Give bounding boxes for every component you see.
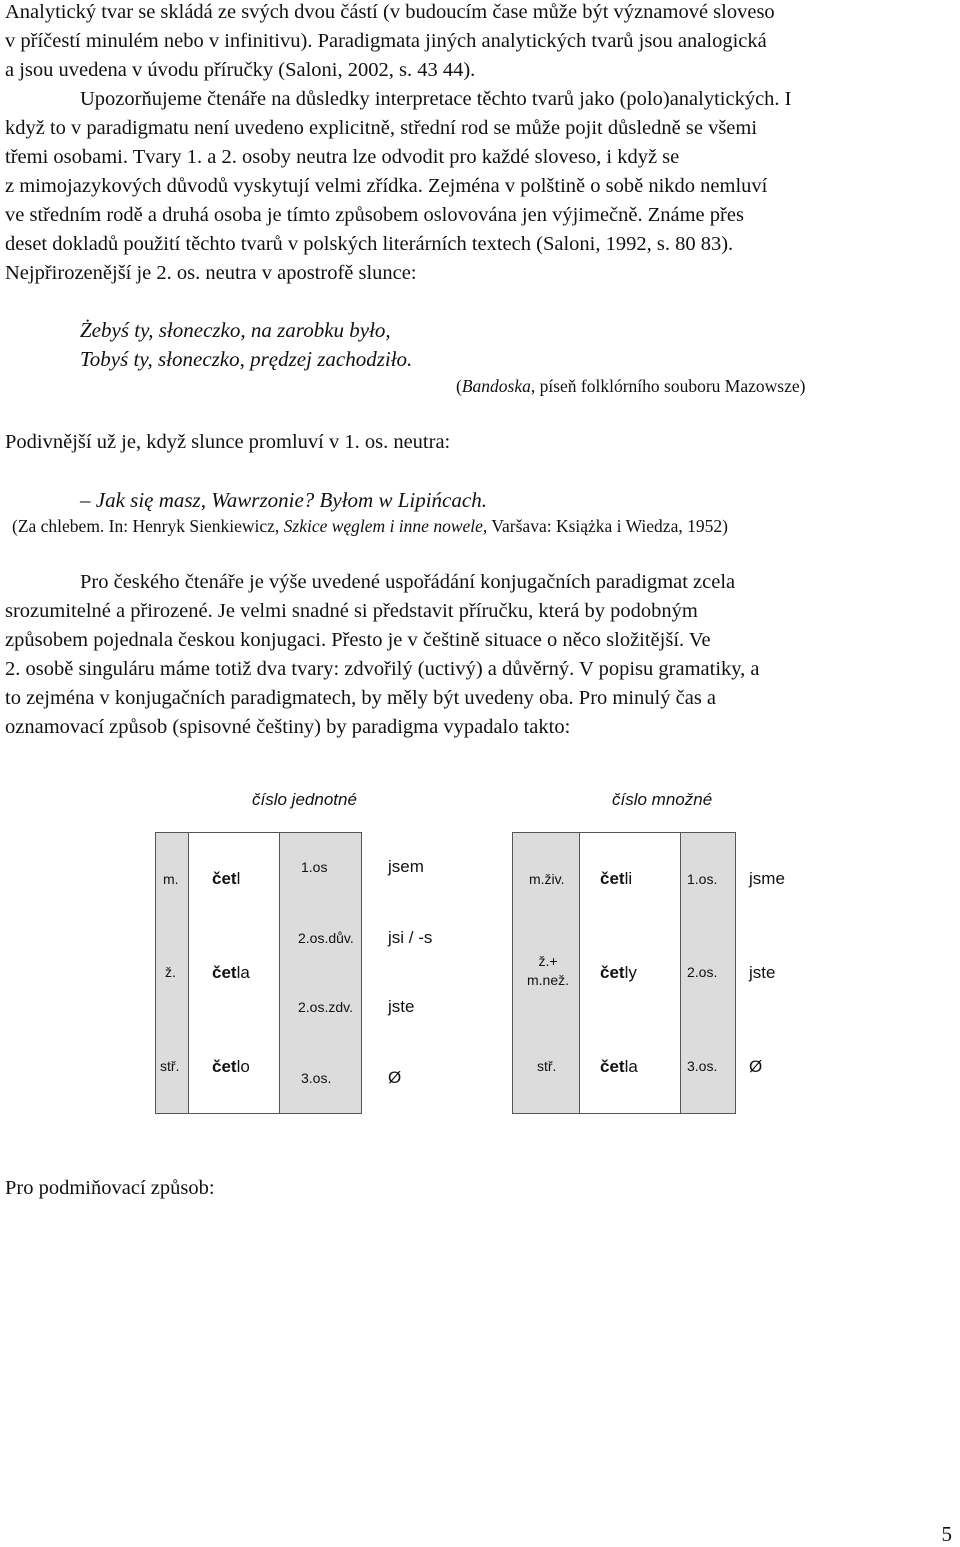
text-line: to zejména v konjugačních paradigmatech, by měly být uvedeny oba. Pro minulý čas a (5, 687, 717, 709)
verb-form-feminine: četly (600, 963, 637, 982)
verb-form-neuter: četlo (212, 1057, 250, 1076)
gender-s: stř. (537, 1058, 557, 1074)
czech-paragraph (5, 568, 955, 742)
text-line: Upozorňujeme čtenáře na důsledky interpretace těchto tvarů jako (polo)analytických. I (80, 88, 792, 110)
intro-paragraph (5, 0, 955, 288)
poem-source: (Bandoska, píseň folklórního souboru Mazowsze) (456, 376, 806, 396)
text-line: deset dokladů použití těchto tvarů v polských literárních textech (Saloni, 1992, s. 80 83). (5, 233, 734, 255)
text-line: Nejpřirozenější je 2. os. neutra v apostrofě slunce: (5, 262, 417, 284)
gender-f-m-inanimate: ž.+ m.než. (526, 953, 569, 988)
stranger-source: (Za chlebem. In: Henryk Sienkiewicz, Szkice węglem i inne nowele, Varšava: Książka i Wiedza, 1952) (12, 516, 728, 536)
person-2-familiar: 2.os.dův. (298, 930, 354, 946)
poem-quote (80, 316, 412, 374)
person-2: 2.os. (687, 964, 718, 980)
aux-1: jsme (749, 869, 785, 888)
verb-form-masculine: četl (212, 869, 241, 888)
person-3: 3.os. (687, 1058, 718, 1074)
text-line: když to v paradigmatu není uvedeno explicitně, střední rod se může pojit důsledně se všemi (5, 117, 758, 139)
text-line: srozumitelné a přirozené. Je velmi snadné si představit příručku, která by podobným (5, 600, 698, 622)
text-line: z mimojazykových důvodů vyskytují velmi zřídka. Zejména v polštině o sobě nikdo nemluví (5, 175, 768, 197)
person-1: 1.os. (687, 871, 718, 887)
text-line: třemi osobami. Tvary 1. a 2. osoby neutra lze odvodit pro každé sloveso, i když se (5, 146, 680, 168)
aux-2-familiar: jsi / -s (388, 928, 433, 947)
aux-2: jste (749, 963, 776, 982)
text-line: v příčestí minulém nebo v infinitivu). Paradigmata jiných analytických tvarů jsou analogická (5, 30, 767, 52)
aux-3: Ø (388, 1068, 402, 1087)
text-line: Podivnější už je, když slunce promluví v 1. os. neutra: (5, 431, 451, 453)
text-line: oznamovací způsob (spisovné češtiny) by paradigma vypadalo takto: (5, 716, 571, 738)
aux-2-polite: jste (388, 997, 415, 1016)
text-line: a jsou uvedena v úvodu příručky (Saloni, 2002, s. 43 44). (5, 59, 476, 81)
person-2-polite: 2.os.zdv. (298, 999, 353, 1015)
person-1: 1.os (301, 859, 328, 875)
person-3: 3.os. (301, 1070, 332, 1086)
stranger-source-title: Szkice węglem i inne nowele (283, 516, 483, 536)
singular-header: číslo jednotné (252, 790, 357, 809)
gender-m-animate: m.živ. (529, 871, 565, 887)
aux-1: jsem (388, 857, 424, 876)
text-line: ve středním rodě a druhá osoba je tímto způsobem oslovována jen výjimečně. Známe přes (5, 204, 744, 226)
text-line: 2. osobě singuláru máme totiž dva tvary: zdvořilý (uctivý) a důvěrný. V popisu gramatiky, a (5, 658, 760, 680)
plural-header: číslo množné (612, 790, 713, 809)
gender-s: stř. (160, 1058, 180, 1074)
aux-3: Ø (749, 1057, 763, 1076)
text-line: Pro českého čtenáře je výše uvedené uspořádání konjugačních paradigmat zcela (80, 571, 736, 593)
poem-line: Tobyś ty, słoneczko, prędzej zachodziło. (80, 347, 413, 371)
poem-line: Żebyś ty, słoneczko, na zarobku było, (80, 318, 391, 342)
text-line: způsobem pojednala českou konjugaci. Přesto je v češtině situace o něco složitější. Ve (5, 629, 711, 651)
stranger-intro (5, 428, 955, 457)
conditional-line: Pro podmiňovací způsob: (5, 1177, 215, 1199)
poem-source-title: Bandoska (461, 376, 531, 396)
verb-form-masculine: četli (600, 869, 633, 888)
gender-m: m. (163, 871, 179, 887)
verb-form-neuter: četla (600, 1057, 638, 1076)
text-line: Analytický tvar se skládá ze svých dvou částí (v budoucím čase může být významové sloveso (5, 1, 775, 23)
page-number: 5 (941, 1522, 952, 1546)
gender-z: ž. (165, 964, 176, 980)
stranger-quote: – Jak się masz, Wawrzonie? Byłom w Lipińcach. (80, 488, 487, 512)
verb-form-feminine: četla (212, 963, 250, 982)
